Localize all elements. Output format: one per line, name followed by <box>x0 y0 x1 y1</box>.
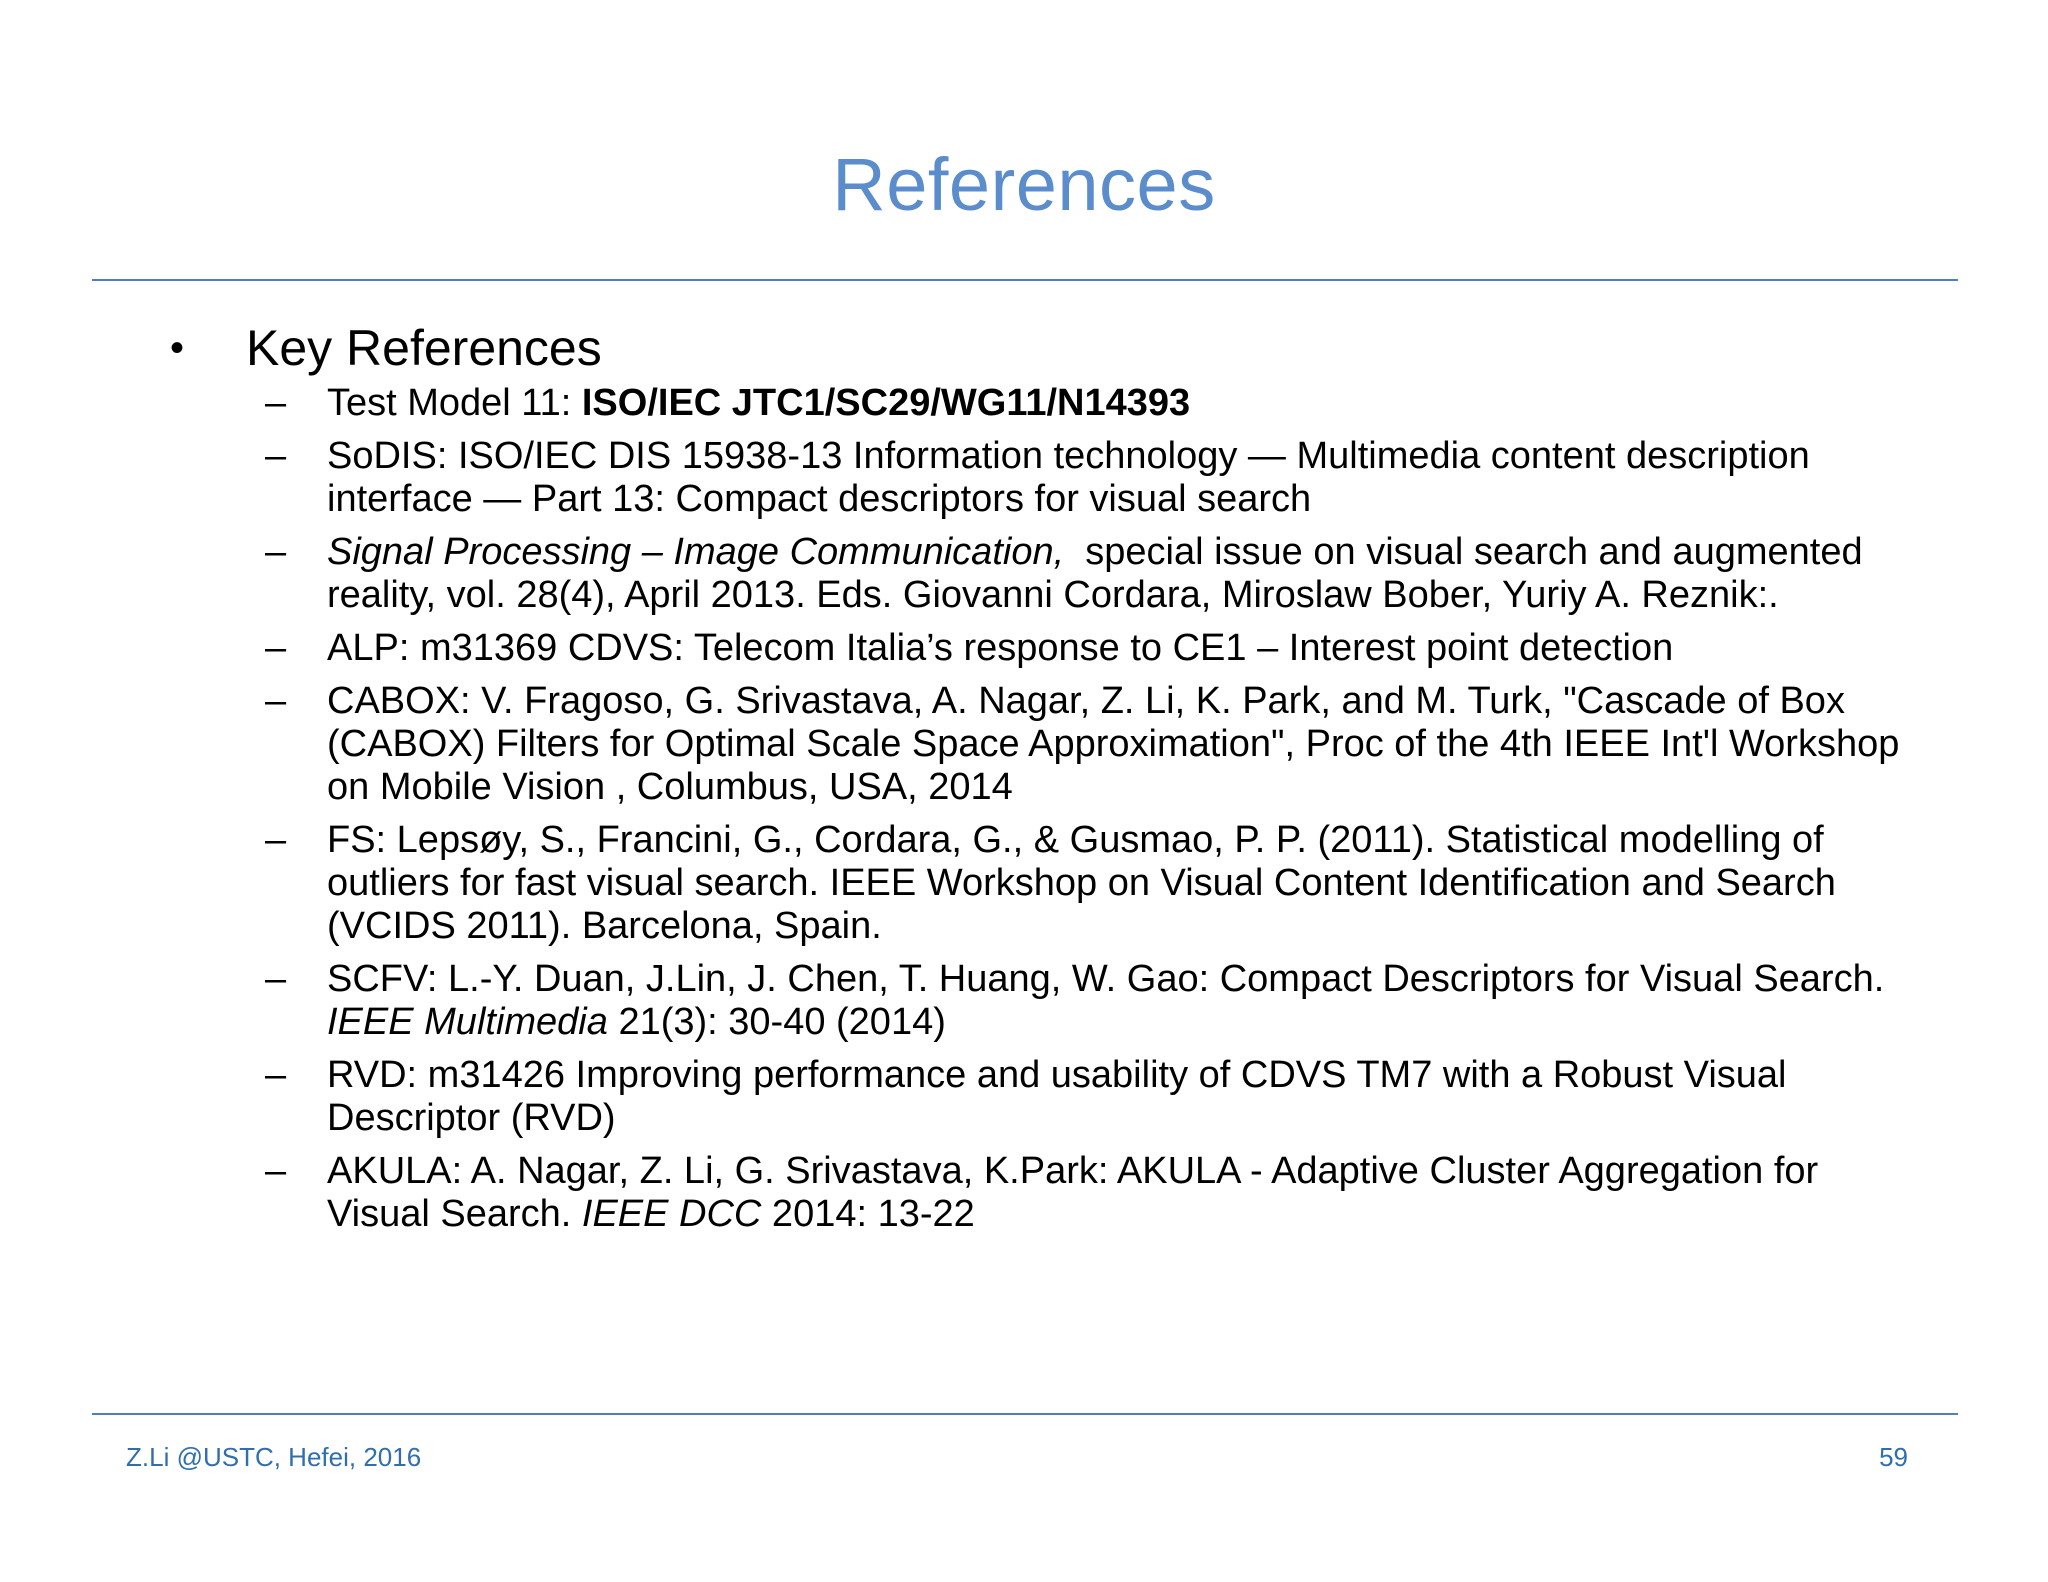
reference-item <box>265 1054 1905 1140</box>
reference-text <box>327 627 1905 670</box>
reference-text <box>327 1054 1905 1140</box>
page-number: 59 <box>1879 1442 1908 1472</box>
reference-text <box>327 819 1905 948</box>
ref-text: AKULA: A. Nagar, Z. Li, G. Srivastava, K.Park: AKULA - Adaptive Cluster Aggregation for Visual Search. <box>327 1150 1829 1235</box>
reference-text <box>327 680 1905 809</box>
ref-text-tail: 2014: 13-22 <box>761 1193 975 1235</box>
ref-text: Test Model 11: <box>327 382 582 424</box>
dash-icon: – <box>265 382 287 424</box>
ref-text: SoDIS: ISO/IEC DIS 15938-13 Information technology — Multimedia content description interface — Part 13: Compact descriptors for visual search <box>327 435 1810 520</box>
reference-text <box>327 531 1905 617</box>
ref-italic-text: IEEE DCC <box>581 1193 762 1235</box>
dash-icon: – <box>265 627 287 669</box>
ref-text-tail: 21(3): 30-40 (2014) <box>607 1001 946 1043</box>
ref-text: ALP: m31369 CDVS: Telecom Italia’s response to CE1 – Interest point detection <box>327 627 1674 669</box>
reference-text <box>327 382 1905 425</box>
ref-bold-text: ISO/IEC JTC1/SC29/WG11/N14393 <box>581 382 1191 424</box>
footer-divider <box>92 1413 1958 1415</box>
dash-icon: – <box>265 1150 287 1192</box>
ref-italic-text: Signal Processing – Image Communication, <box>327 531 1065 573</box>
ref-italic-text: IEEE Multimedia <box>327 1001 608 1043</box>
reference-item <box>265 1150 1905 1236</box>
title-divider <box>92 279 1958 281</box>
ref-text: SCFV: L.-Y. Duan, J.Lin, J. Chen, T. Huang, W. Gao: Compact Descriptors for Visual Search. <box>327 958 1895 1000</box>
bullet-label: Key References <box>246 320 602 376</box>
reference-item <box>265 958 1905 1044</box>
reference-item <box>265 680 1905 809</box>
ref-text: FS: Lepsøy, S., Francini, G., Cordara, G., & Gusmao, P. P. (2011). Statistical modelling of outliers for fast visual search. IEEE Workshop on Visual Content Identification and Search (VCIDS 2011). Barcelona, Spain. <box>327 819 1836 947</box>
dash-icon: – <box>265 435 287 477</box>
bullet-dot-icon: • <box>170 326 185 370</box>
dash-icon: – <box>265 531 287 573</box>
reference-item <box>265 627 1905 670</box>
reference-text <box>327 435 1905 521</box>
reference-text <box>327 958 1905 1044</box>
reference-text <box>327 1150 1905 1236</box>
dash-icon: – <box>265 958 287 1000</box>
dash-icon: – <box>265 819 287 861</box>
footer-author: Z.Li @USTC, Hefei, 2016 <box>126 1442 422 1472</box>
dash-icon: – <box>265 1054 287 1096</box>
slide-title: References <box>832 143 1216 226</box>
ref-text: RVD: m31426 Improving performance and usability of CDVS TM7 with a Robust Visual Descriptor (RVD) <box>327 1054 1787 1139</box>
bullet-key-references <box>170 316 602 380</box>
dash-icon: – <box>265 680 287 722</box>
reference-item <box>265 382 1905 425</box>
reference-list <box>265 382 1905 1246</box>
ref-text: CABOX: V. Fragoso, G. Srivastava, A. Nagar, Z. Li, K. Park, and M. Turk, "Cascade of Box (CABOX) Filters for Optimal Scale Space Approximation", Proc of the 4th IEEE Int'l Workshop on Mobile Vision , Columbus, USA, 2014 <box>327 680 1900 808</box>
ref-text: special issue on visual search and augmented reality, vol. 28(4), April 2013. Eds. Giovanni Cordara, Miroslaw Bober, Yuriy A. Reznik:. <box>327 531 1874 616</box>
reference-item <box>265 819 1905 948</box>
reference-item <box>265 435 1905 521</box>
reference-item <box>265 531 1905 617</box>
